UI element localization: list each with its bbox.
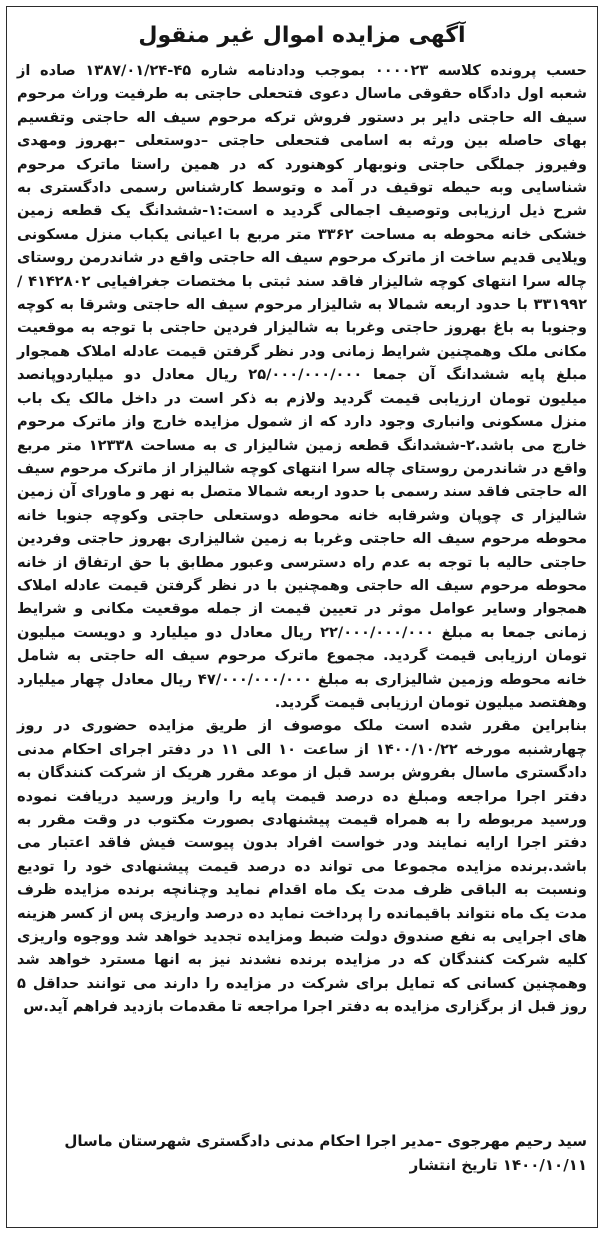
notice-body [17,59,587,1019]
notice-paragraph-auction-terms: بنابراین مقرر شده است ملک موصوف از طریق مزایده حضوری در روز چهارشنبه مورخه ۱۴۰۰/۱۰/۲۲ از ساعت ۱۰ الی ۱۱ در دفتر اجرای احکام مدنی دادگستری ماسال بفروش برسد قبل از موعد مقرر هریک از شرکت کنندگان به دفتر اجرا مراجعه ومبلغ ده درصد قیمت پایه را واریز ورسید دریافت نموده ورسید مربوطه را به همراه قیمت پیشنهادی بصورت مکتوب در وقت مقرر به دفتر اجرا ارایه نمایند ودر خواست افراد بدون پیوست فیش فاقد اعتبار می باشد.برنده مزایده مجموعا می تواند ده درصد قیمت پیشنهادی خود را تودیع ونسبت به الباقی ظرف مدت یک ماه اقدام نماید وچنانچه برنده مزایده ظرف مدت یک ماه نتواند باقیمانده را پرداخت نماید ده درصد واریزی پس از کسر هزینه های اجرایی به نفع صندوق دولت ضبط ومزایده تجدید خواهد شد ووجوه واریزی کلیه شرکت کنندگان که در مزایده برنده نشدند نیز به انها مسترد خواهد شد وهمچنین کسانی که تمایل برای شرکت در مزایده را دارند می توانند حداقل ۵ روز قبل از برگزاری مزایده به دفتر اجرا مراجعه تا مقدمات بازدید فراهم آید.س [17,717,587,1016]
notice-title: آگهی مزایده اموال غیر منقول [138,23,466,48]
signature-block [17,1129,587,1177]
signature-line: سید رحیم مهرجوی –مدیر اجرا احکام مدنی دادگستری شهرستان ماسال [64,1132,587,1150]
notice-frame [6,6,598,1228]
publish-date-line: ۱۴۰۰/۱۰/۱۱ تاریخ انتشار [409,1156,587,1174]
notice-paragraph-property-description: حسب پرونده کلاسه ۰۰۰۰۲۳ بموجب ودادنامه شاره ۴۵-۱۳۸۷/۰۱/۲۴ صاده از شعبه اول دادگاه حقوقی ماسال دعوی فتحعلی حاجتی به طرفیت وراث مرحوم سیف اله حاجتی دایر بر دستور فروش ترکه مرحوم سیف اله حاجتی وتقسیم بهای حاصله بین ورثه به اسامی فتحعلی حاجتی –دوستعلی –بهروز ومهدی وفیروز جملگی حاجتی ونوبهار کوهنورد که در همین راستا ماترک مرحوم شناسایی وبه حیطه توقیف در آمد ه وتوسط کارشناس رسمی دادگستری به شرح ذیل ارزیابی وتوصیف اجمالی گردید ه است:۱-ششدانگ یک قطعه زمین خشکی خانه محوطه به مساحت ۳۳۶۲ متر مربع با اعیانی یکباب منزل مسکونی ویلایی قدیم ساخت از ماترک مرحوم سیف اله حاجتی واقع در شاندرمن روستای چاله سرا انتهای کوچه شالیزار فاقد سند ثبتی با مختصات جغرافیایی ۴۱۴۲۸۰۲ /۳۳۱۹۹۲ با حدود اربعه شمالا به شالیزار مرحوم سیف اله حاجتی وشرقا به کوچه وجنوبا به باغ بهروز حاجتی وغربا به شالیزار فردین حاجتی با توجه به موقعیت مکانی ملک وهمچنین شرایط زمانی ودر نظر گرفتن قیمت عادله املاک همجوار مبلغ پایه ششدانگ آن جمعا ۲۵/۰۰۰/۰۰۰/۰۰۰ ریال معادل دو میلیاردوپانصد میلیون تومان ارزیابی قیمت گردید ولازم به ذکر است در داخل مالک یک باب منزل مسکونی وانباری وجود دارد که از شمول مزایده خارج واز ماترک مرحوم خارج می باشد.۲-ششدانگ قطعه زمین شالیزار ی به مساحت ۱۲۳۳۸ متر مربع واقع در شاندرمن روستای چاله سرا انتهای کوچه شالیزار از ماترک مرحوم سیف اله حاجتی فاقد سند رسمی با حدود اربعه شمالا متصل به نهر و ماورای آن زمین شالیزار ی چوپان وشرقابه خانه محوطه دوستعلی حاجتی وکوچه جنوبا خانه محوطه مرحوم سیف اله حاجتی وغربا به زمین شالیزاری بهروز حاجتی وفردین حاجتی حالیه با توجه به عدم راه دسترسی وعبور مطابق با حق ارتفاق از خانه محوطه مرحوم سیف اله حاجتی وهمچنین با در نظر گرفتن قیمت عادله املاک همجوار وسایر عوامل موثر در تعیین قیمت از جمله موقعیت مکانی و شرایط زمانی جمعا به مبلغ ۲۲/۰۰۰/۰۰۰/۰۰۰ ریال معادل دو میلیارد و دویست میلیون تومان ارزیابی قیمت گردید. مجموع ماترک مرحوم سیف اله حاجتی به شامل خانه محوطه وزمین شالیزاری به مبلغ ۴۷/۰۰۰/۰۰۰/۰۰۰ ریال معادل چهار میلیارد وهفتصد میلیون تومان ارزیابی قیمت گردید. [17,62,588,711]
